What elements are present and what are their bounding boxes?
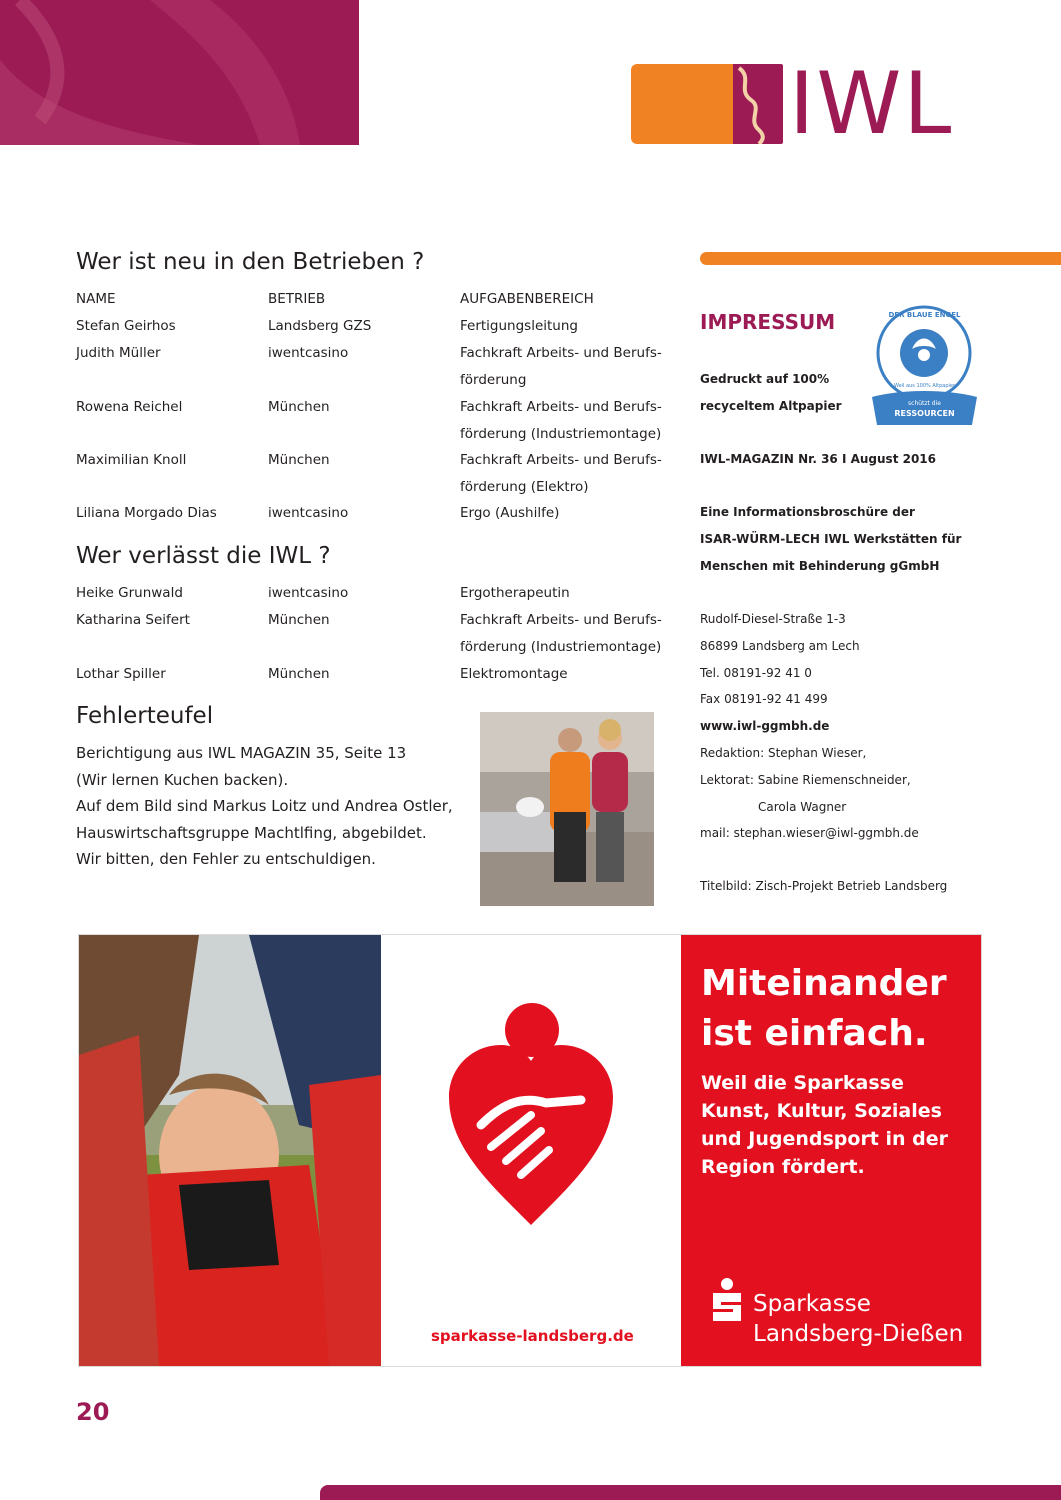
leaving-staff-heading: Wer verlässt die IWL ? — [76, 543, 331, 569]
issue-info: IWL-MAGAZIN Nr. 36 I August 2016 — [700, 452, 937, 466]
angel-top-text: DER BLAUE ENGEL — [888, 311, 961, 319]
lektorat: Lektorat: Sabine Riemenschneider, — [700, 773, 911, 787]
fax: Fax 08191-92 41 499 — [700, 692, 828, 706]
impressum-title: IMPRESSUM — [700, 310, 836, 334]
impressum-accent-bar — [700, 252, 1061, 265]
lektorat: Carola Wagner — [758, 800, 847, 814]
email-link[interactable]: mail: stephan.wieser@iwl-ggmbh.de — [700, 826, 919, 840]
angel-small-text: Weil aus 100% Altpapier — [893, 383, 956, 389]
angel-band-text: schützt die — [908, 400, 941, 407]
website-link[interactable]: www.iwl-ggmbh.de — [700, 719, 830, 733]
footer-decoration — [320, 1485, 1061, 1500]
phone: Tel. 08191-92 41 0 — [700, 666, 812, 680]
cover-credit: Titelbild: Zisch-Projekt Betrieb Landsberg — [700, 879, 948, 893]
correction-heading: Fehlerteufel — [76, 703, 214, 729]
org-description: ISAR-WÜRM-LECH IWL Werkstätten für — [700, 532, 962, 546]
address-street: Rudolf-Diesel-Straße 1-3 — [700, 612, 846, 626]
ad-headline: Miteinander ist einfach. — [701, 963, 947, 1054]
angel-band-text: RESSOURCEN — [894, 409, 955, 418]
org-description: Eine Informationsbroschüre der — [700, 505, 915, 519]
sparkasse-advertisement — [78, 934, 982, 1367]
sparkasse-url[interactable]: sparkasse-landsberg.de — [431, 1327, 634, 1345]
ad-body-text: Weil die Sparkasse Kunst, Kultur, Soziales und Jugendsport in der Region fördert. — [701, 1072, 949, 1178]
iwl-logo: IWL — [631, 64, 986, 146]
address-city: 86899 Landsberg am Lech — [700, 639, 860, 653]
col-betrieb: BETRIEB — [268, 291, 326, 307]
editor: Redaktion: Stephan Wieser, — [700, 746, 867, 760]
kitchen-photo — [480, 712, 654, 906]
sparkasse-logo-icon — [709, 1275, 749, 1325]
col-name: NAME — [76, 291, 116, 307]
correction-text: Berichtigung aus IWL MAGAZIN 35, Seite 13 (Wir lernen Kuchen backen). Auf dem Bild sind Markus Loitz und Andrea Ostler, Hauswirtschaftsgruppe Machtlfing, abgebildet. Wir bitten, den Fehler zu entschuldigen. — [76, 744, 453, 868]
sparkasse-brand-name: Sparkasse Landsberg-Dießen — [753, 1291, 964, 1347]
ad-message-panel — [681, 935, 981, 1366]
print-note: Gedruckt auf 100% — [700, 372, 830, 386]
header-decoration — [0, 0, 359, 145]
blue-angel-eco-label — [872, 305, 977, 427]
heart-handshake-icon — [381, 935, 681, 1235]
kids-football-photo — [79, 935, 381, 1366]
col-aufgaben: AUFGABENBEREICH — [460, 291, 594, 307]
org-description: Menschen mit Behinderung gGmbH — [700, 559, 940, 573]
ad-logo-panel — [381, 935, 681, 1366]
print-note: recyceltem Altpapier — [700, 399, 842, 413]
page-number: 20 — [76, 1398, 110, 1426]
new-staff-heading: Wer ist neu in den Betrieben ? — [76, 249, 425, 275]
